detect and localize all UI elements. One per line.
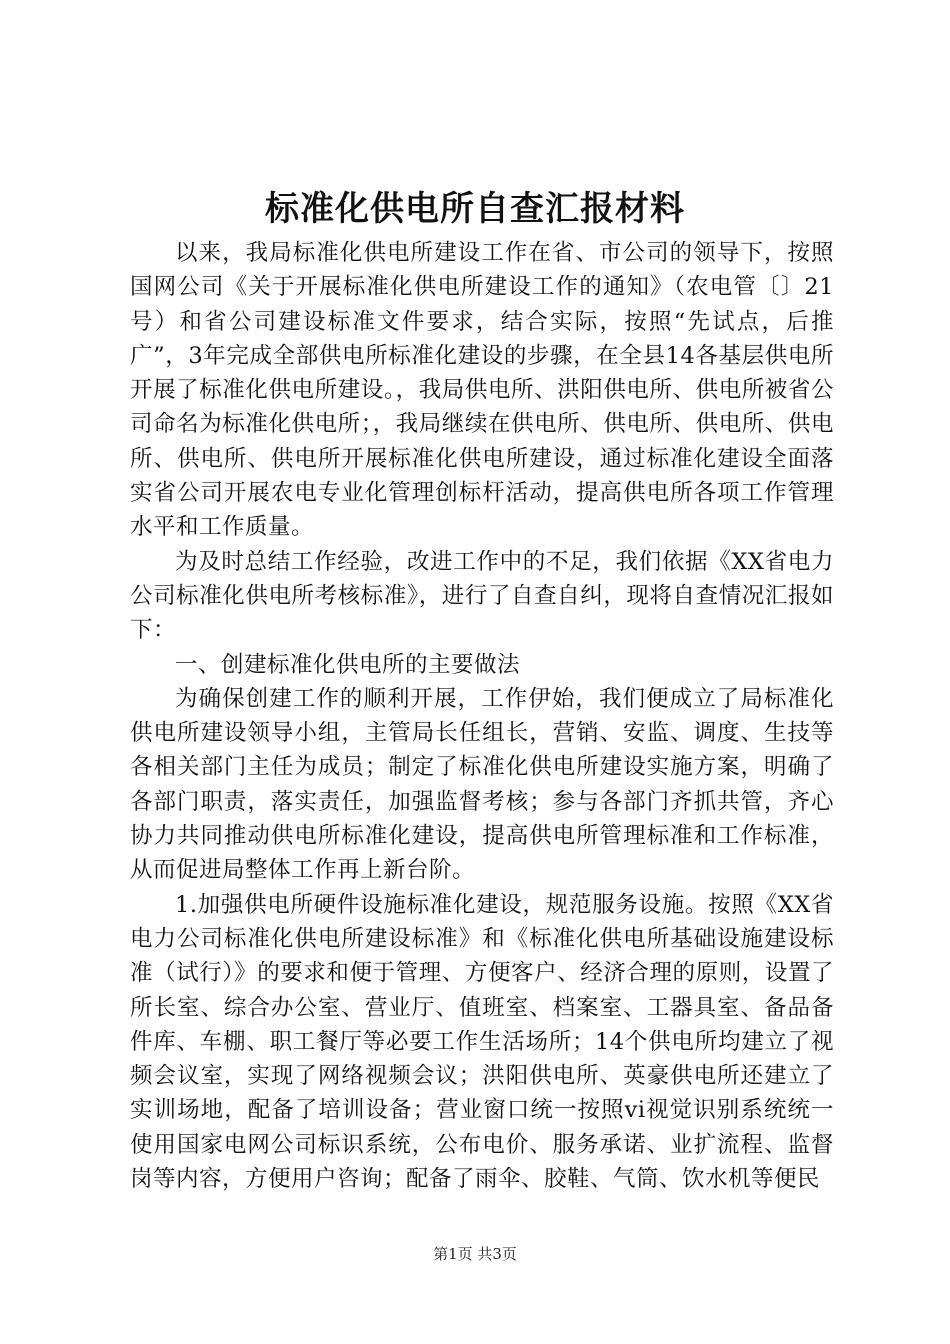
section-heading-1: 一、创建标准化供电所的主要做法: [175, 651, 521, 678]
document-body: [130, 236, 834, 1196]
paragraph-hardware: 1.加强供电所硬件设施标准化建设，规范服务设施。按照《XX省电力公司标准化供电所建设标准》和《标准化供电所基础设施建设标准（试行）》的要求和便于管理、方便客户、经济合理的原则，设置了所长室、综合办公室、营业厅、值班室、档案室、工器具室、备品备件库、车棚、职工餐厅等必要工作生活场所；14个供电所均建立了视频会议室，实现了网络视频会议；洪阳供电所、英豪供电所还建立了实训场地，配备了培训设备；营业窗口统一按照vi视觉识别系统统一使用国家电网公司标识系统，公布电价、服务承诺、业扩流程、监督岗等内容，方便用户咨询；配备了雨伞、胶鞋、气筒、饮水机等便民: [130, 891, 834, 1193]
document-title: 标准化供电所自查汇报材料: [265, 189, 685, 229]
page-footer: 第1页 共3页: [433, 1245, 517, 1263]
paragraph-intro: 以来，我局标准化供电所建设工作在省、市公司的领导下，按照国网公司《关于开展标准化供电所建设工作的通知》（农电管〔〕21号）和省公司建设标准文件要求，结合实际，按照“先试点，后推广”，3年完成全部供电所标准化建设的步骤，在全县14各基层供电所开展了标准化供电所建设。，我局供电所、洪阳供电所、供电所被省公司命名为标准化供电所；，我局继续在供电所、供电所、供电所、供电所、供电所、供电所开展标准化供电所建设，通过标准化建设全面落实省公司开展农电专业化管理创标杆活动，提高供电所各项工作管理水平和工作质量。: [130, 240, 834, 541]
paragraph-self-check: 为及时总结工作经验，改进工作中的不足，我们依据《XX省电力公司标准化供电所考核标准》，进行了自查自纠，现将自查情况汇报如下：: [130, 548, 834, 644]
paragraph-leadership: 为确保创建工作的顺利开展，工作伊始，我们便成立了局标准化供电所建设领导小组，主管局长任组长，营销、安监、调度、生技等各相关部门主任为成员；制定了标准化供电所建设实施方案，明确了各部门职责，落实责任，加强监督考核；参与各部门齐抓共管，齐心协力共同推动供电所标准化建设，提高供电所管理标准和工作标准，从而促进局整体工作再上新台阶。: [130, 685, 834, 884]
